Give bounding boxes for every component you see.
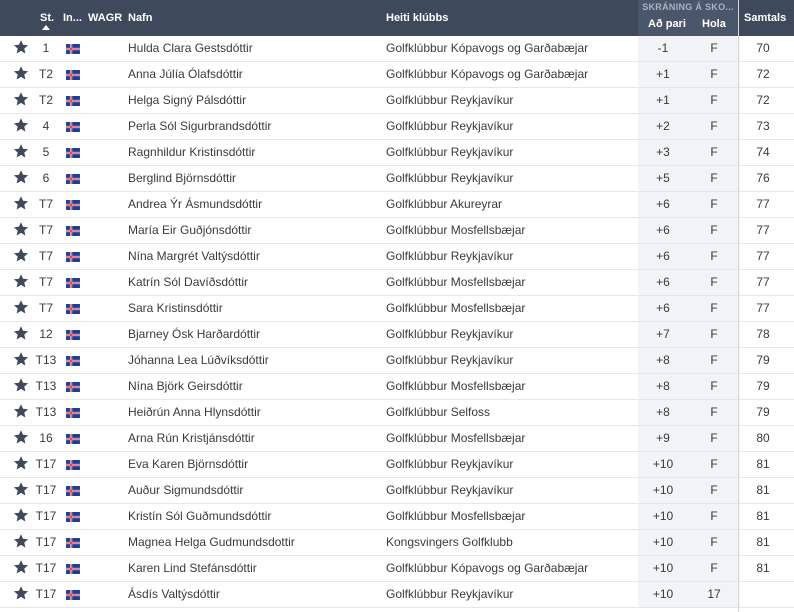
club-name: Golfklúbbur Reykjavíkur — [386, 171, 514, 185]
table-row[interactable] — [0, 452, 794, 478]
total-cell: 81 — [756, 483, 770, 497]
total-cell: 77 — [756, 249, 770, 263]
iceland-flag-icon — [65, 590, 81, 600]
club-name: Golfklúbbur Reykjavíkur — [386, 119, 514, 133]
total-cell: 76 — [756, 171, 770, 185]
hole-cell: F — [688, 36, 740, 61]
to-par-cell: +10 — [638, 582, 688, 607]
hole-cell: F — [688, 244, 740, 269]
column-divider — [738, 0, 739, 612]
iceland-flag-icon — [65, 70, 81, 80]
star-icon[interactable] — [12, 452, 30, 477]
table-row[interactable] — [0, 400, 794, 426]
table-row[interactable] — [0, 374, 794, 400]
hole-cell: F — [688, 140, 740, 165]
position-cell: T17 — [35, 587, 57, 601]
table-row[interactable] — [0, 140, 794, 166]
position-cell: T7 — [38, 301, 53, 315]
star-icon[interactable] — [12, 270, 30, 295]
iceland-flag-icon — [65, 330, 81, 340]
club-name: Golfklúbbur Reykjavíkur — [386, 587, 514, 601]
club-name: Golfklúbbur Akureyrar — [386, 197, 503, 211]
star-icon[interactable] — [12, 218, 30, 243]
player-name[interactable]: Perla Sól Sigurbrandsdóttir — [128, 119, 272, 133]
total-cell: 80 — [756, 431, 770, 445]
to-par-cell: +9 — [638, 426, 688, 451]
iceland-flag-icon — [65, 486, 81, 496]
to-par-cell: +8 — [638, 400, 688, 425]
iceland-flag-icon — [65, 512, 81, 522]
star-icon[interactable] — [12, 374, 30, 399]
position-cell: T17 — [35, 483, 57, 497]
to-par-cell: +6 — [638, 218, 688, 243]
hole-cell: F — [688, 88, 740, 113]
iceland-flag-icon — [65, 356, 81, 366]
leaderboard-rows — [0, 36, 794, 608]
table-row[interactable] — [0, 478, 794, 504]
club-name: Golfklúbbur Reykjavíkur — [386, 353, 514, 367]
to-par-cell: +1 — [638, 62, 688, 87]
leaderboard-header — [0, 0, 794, 36]
iceland-flag-icon — [65, 174, 81, 184]
iceland-flag-icon — [65, 304, 81, 314]
total-cell: 77 — [756, 275, 770, 289]
star-icon[interactable] — [12, 348, 30, 373]
iceland-flag-icon — [65, 278, 81, 288]
star-icon[interactable] — [12, 62, 30, 87]
club-name: Golfklúbbur Mosfellsbæjar — [386, 509, 526, 523]
star-icon[interactable] — [12, 530, 30, 555]
club-name: Golfklúbbur Reykjavíkur — [386, 93, 514, 107]
to-par-cell: +10 — [638, 504, 688, 529]
club-name: Golfklúbbur Mosfellsbæjar — [386, 431, 526, 445]
position-cell: 6 — [42, 171, 50, 185]
position-cell: T13 — [35, 353, 57, 367]
total-cell: 81 — [756, 457, 770, 471]
to-par-cell: +6 — [638, 244, 688, 269]
hole-cell: F — [688, 530, 740, 555]
total-cell: 81 — [756, 535, 770, 549]
table-row[interactable] — [0, 504, 794, 530]
club-name: Golfklúbbur Kópavogs og Garðabæjar — [386, 561, 589, 575]
iceland-flag-icon — [65, 538, 81, 548]
star-icon[interactable] — [12, 504, 30, 529]
position-cell: T2 — [38, 93, 53, 107]
iceland-flag-icon — [65, 252, 81, 262]
to-par-cell: +8 — [638, 348, 688, 373]
star-icon[interactable] — [12, 556, 30, 581]
total-cell: 73 — [756, 119, 770, 133]
player-name[interactable]: Magnea Helga Gudmundsdottir — [128, 535, 295, 549]
position-cell: T2 — [38, 67, 53, 81]
club-name: Golfklúbbur Reykjavíkur — [386, 483, 514, 497]
star-icon[interactable] — [12, 36, 30, 61]
column-header-to-par[interactable]: Að pari — [648, 18, 686, 30]
position-cell: T17 — [35, 457, 57, 471]
player-name[interactable]: Sara Kristinsdóttir — [128, 301, 223, 315]
column-header-total[interactable]: Samtals — [744, 12, 787, 24]
star-icon[interactable] — [12, 192, 30, 217]
hole-cell: 17 — [688, 582, 740, 607]
total-cell: 77 — [756, 223, 770, 237]
table-row[interactable] — [0, 244, 794, 270]
total-cell: 78 — [756, 327, 770, 341]
iceland-flag-icon — [65, 122, 81, 132]
table-row[interactable] — [0, 556, 794, 582]
star-icon[interactable] — [12, 88, 30, 113]
to-par-cell: -1 — [638, 36, 688, 61]
star-icon[interactable] — [12, 322, 30, 347]
table-row[interactable] — [0, 166, 794, 192]
player-name[interactable]: Heiðrún Anna Hlynsdóttir — [128, 405, 261, 419]
iceland-flag-icon — [65, 564, 81, 574]
iceland-flag-icon — [65, 434, 81, 444]
hole-cell: F — [688, 322, 740, 347]
player-name[interactable]: Ragnhildur Kristinsdóttir — [128, 145, 256, 159]
total-cell: 72 — [756, 67, 770, 81]
position-cell: T7 — [38, 249, 53, 263]
to-par-cell: +10 — [638, 530, 688, 555]
to-par-cell: +10 — [638, 452, 688, 477]
star-icon[interactable] — [12, 296, 30, 321]
position-cell: T17 — [35, 509, 57, 523]
total-cell — [740, 582, 786, 607]
hole-cell: F — [688, 478, 740, 503]
hole-cell: F — [688, 114, 740, 139]
to-par-cell: +6 — [638, 296, 688, 321]
hole-cell: F — [688, 426, 740, 451]
table-row[interactable] — [0, 270, 794, 296]
table-row[interactable] — [0, 348, 794, 374]
to-par-cell: +2 — [638, 114, 688, 139]
total-cell: 77 — [756, 301, 770, 315]
player-name[interactable]: Nína Margrét Valtýsdóttir — [128, 249, 260, 263]
iceland-flag-icon — [65, 408, 81, 418]
star-icon[interactable] — [12, 140, 30, 165]
hole-cell: F — [688, 348, 740, 373]
club-name: Golfklúbbur Reykjavíkur — [386, 457, 514, 471]
position-cell: 12 — [39, 327, 53, 341]
iceland-flag-icon — [65, 148, 81, 158]
position-cell: T17 — [35, 535, 57, 549]
position-cell: 1 — [42, 41, 50, 55]
column-header-wagr[interactable]: WAGR — [88, 12, 123, 24]
table-row[interactable] — [0, 426, 794, 452]
player-name[interactable]: Anna Júlía Ólafsdóttir — [128, 67, 243, 81]
star-icon[interactable] — [12, 166, 30, 191]
hole-cell: F — [688, 166, 740, 191]
column-header-info[interactable]: In... — [63, 12, 82, 24]
star-icon[interactable] — [12, 400, 30, 425]
column-header-hole[interactable]: Hola — [702, 18, 726, 30]
position-cell: T17 — [35, 561, 57, 575]
total-cell: 79 — [756, 379, 770, 393]
total-cell: 81 — [756, 509, 770, 523]
scorecard-group-title: SKRÁNING Á SKO... — [642, 2, 734, 12]
player-name[interactable]: Berglind Björnsdóttir — [128, 171, 237, 185]
player-name[interactable]: Auður Sigmundsdóttir — [128, 483, 244, 497]
star-icon[interactable] — [12, 114, 30, 139]
to-par-cell: +6 — [638, 270, 688, 295]
club-name: Golfklúbbur Selfoss — [386, 405, 491, 419]
iceland-flag-icon — [65, 460, 81, 470]
club-name: Golfklúbbur Reykjavíkur — [386, 327, 514, 341]
club-name: Golfklúbbur Mosfellsbæjar — [386, 379, 526, 393]
position-cell: T13 — [35, 379, 57, 393]
player-name[interactable]: Jóhanna Lea Lúðvíksdóttir — [128, 353, 269, 367]
sort-ascending-icon[interactable] — [42, 25, 50, 30]
player-name[interactable]: Katrín Sól Davíðsdóttir — [128, 275, 249, 289]
hole-cell: F — [688, 296, 740, 321]
table-row[interactable] — [0, 62, 794, 88]
iceland-flag-icon — [65, 44, 81, 54]
table-row[interactable] — [0, 218, 794, 244]
club-name: Golfklúbbur Mosfellsbæjar — [386, 275, 526, 289]
total-cell: 74 — [756, 145, 770, 159]
column-header-position[interactable]: St. — [40, 12, 55, 24]
player-name[interactable]: Karen Lind Stefánsdóttir — [128, 561, 257, 575]
position-cell: T7 — [38, 275, 53, 289]
position-cell: 16 — [39, 431, 53, 445]
table-row[interactable] — [0, 582, 794, 608]
hole-cell: F — [688, 218, 740, 243]
total-cell: 79 — [756, 405, 770, 419]
table-row[interactable] — [0, 88, 794, 114]
position-cell: T7 — [38, 223, 53, 237]
position-cell: 4 — [42, 119, 50, 133]
table-row[interactable] — [0, 192, 794, 218]
to-par-cell: +3 — [638, 140, 688, 165]
scorecard-group-header — [638, 0, 738, 36]
player-name[interactable]: Hulda Clara Gestsdóttir — [128, 41, 253, 55]
table-row[interactable] — [0, 114, 794, 140]
to-par-cell: +7 — [638, 322, 688, 347]
hole-cell: F — [688, 192, 740, 217]
total-cell: 77 — [756, 197, 770, 211]
column-header-name[interactable]: Nafn — [128, 12, 153, 24]
column-header-club[interactable]: Heiti klúbbs — [386, 12, 449, 24]
hole-cell: F — [688, 400, 740, 425]
star-icon[interactable] — [12, 244, 30, 269]
star-icon[interactable] — [12, 478, 30, 503]
total-cell: 79 — [756, 353, 770, 367]
club-name: Golfklúbbur Kópavogs og Garðabæjar — [386, 41, 589, 55]
hole-cell: F — [688, 62, 740, 87]
club-name: Golfklúbbur Mosfellsbæjar — [386, 223, 526, 237]
club-name: Golfklúbbur Mosfellsbæjar — [386, 301, 526, 315]
club-name: Golfklúbbur Reykjavíkur — [386, 145, 514, 159]
total-cell: 70 — [756, 41, 770, 55]
player-name[interactable]: Nína Björk Geirsdóttir — [128, 379, 243, 393]
iceland-flag-icon — [65, 226, 81, 236]
player-name[interactable]: Eva Karen Björnsdóttir — [128, 457, 249, 471]
to-par-cell: +6 — [638, 192, 688, 217]
hole-cell: F — [688, 452, 740, 477]
iceland-flag-icon — [65, 382, 81, 392]
hole-cell: F — [688, 556, 740, 581]
hole-cell: F — [688, 374, 740, 399]
table-row[interactable] — [0, 322, 794, 348]
player-name[interactable]: Kristín Sól Guðmundsdóttir — [128, 509, 272, 523]
to-par-cell: +1 — [638, 88, 688, 113]
hole-cell: F — [688, 270, 740, 295]
club-name: Kongsvingers Golfklubb — [386, 535, 513, 549]
position-cell: T13 — [35, 405, 57, 419]
player-name[interactable]: María Eir Guðjónsdóttir — [128, 223, 252, 237]
table-row[interactable] — [0, 36, 794, 62]
star-icon[interactable] — [12, 582, 30, 607]
player-name[interactable]: Bjarney Ósk Harðardóttir — [128, 327, 261, 341]
club-name: Golfklúbbur Reykjavíkur — [386, 249, 514, 263]
position-cell: 5 — [42, 145, 50, 159]
total-cell: 81 — [756, 561, 770, 575]
to-par-cell: +5 — [638, 166, 688, 191]
iceland-flag-icon — [65, 200, 81, 210]
player-name[interactable]: Helga Signý Pálsdóttir — [128, 93, 247, 107]
table-row[interactable] — [0, 530, 794, 556]
player-name[interactable]: Andrea Ýr Ásmundsdóttir — [128, 197, 263, 211]
hole-cell: F — [688, 504, 740, 529]
to-par-cell: +8 — [638, 374, 688, 399]
to-par-cell: +10 — [638, 556, 688, 581]
club-name: Golfklúbbur Kópavogs og Garðabæjar — [386, 67, 589, 81]
player-name[interactable]: Ásdís Valtýsdóttir — [128, 587, 220, 601]
player-name[interactable]: Arna Rún Kristjánsdóttir — [128, 431, 255, 445]
star-icon[interactable] — [12, 426, 30, 451]
to-par-cell: +10 — [638, 478, 688, 503]
iceland-flag-icon — [65, 96, 81, 106]
total-cell: 72 — [756, 93, 770, 107]
table-row[interactable] — [0, 296, 794, 322]
position-cell: T7 — [38, 197, 53, 211]
